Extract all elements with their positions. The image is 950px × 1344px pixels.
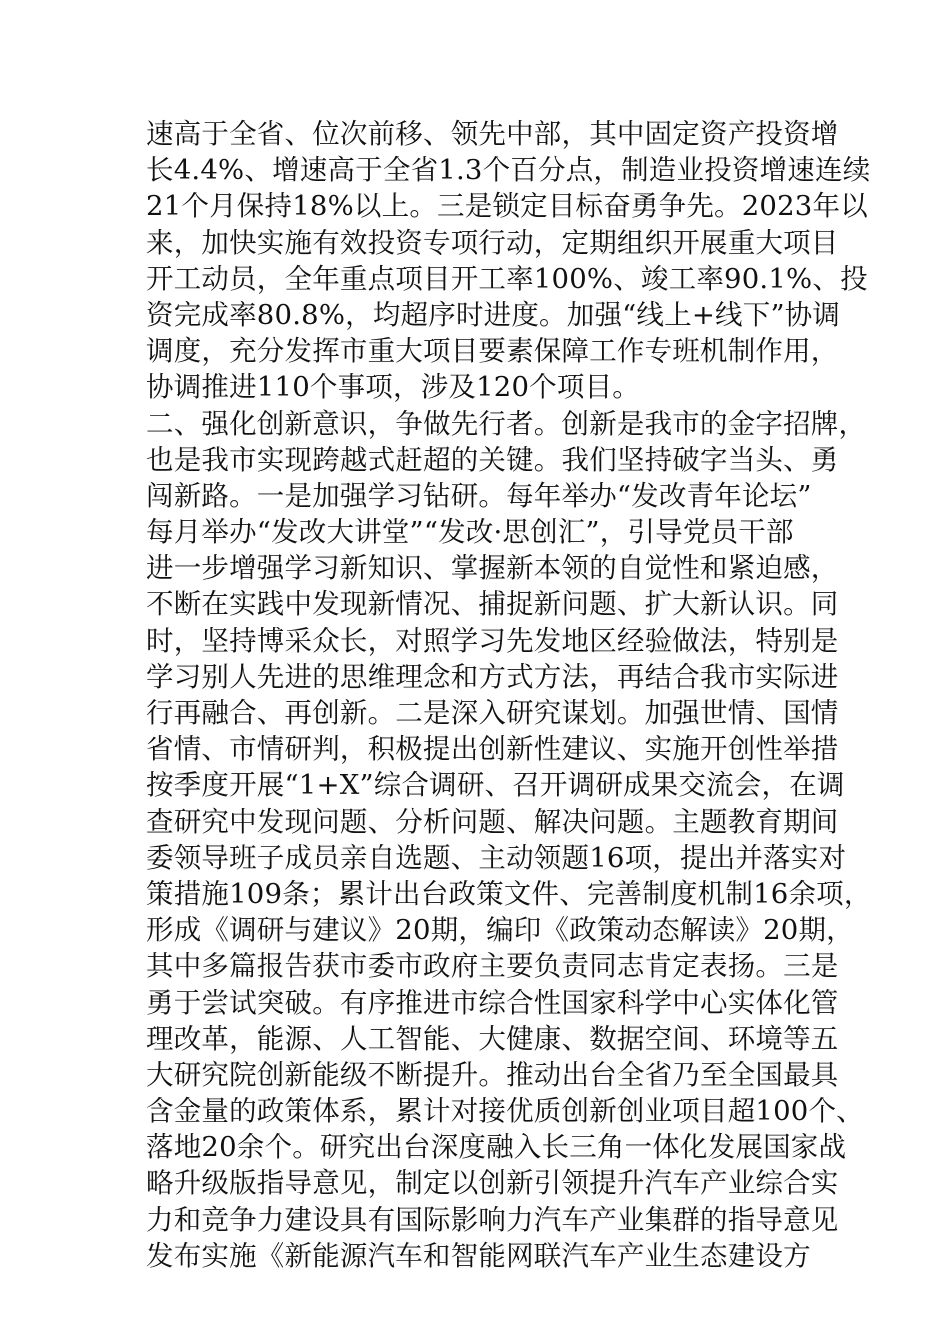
body-text — [146, 116, 872, 1274]
text-line: 落地20余个。研究出台深度融入长三角一体化发展国家战 — [146, 1131, 847, 1164]
text-line: 其中多篇报告获市委市政府主要负责同志肯定表扬。三是 — [146, 950, 839, 983]
text-line: 开工动员，全年重点项目开工率100%、竣工率90.1%、投 — [146, 262, 868, 295]
text-line: 省情、市情研判，积极提出创新性建议、实施开创性举措 — [146, 733, 839, 766]
text-line: 速高于全省、位次前移、领先中部，其中固定资产投资增 — [146, 118, 839, 150]
text-line: 协调推进110个事项，涉及120个项目。 — [146, 371, 640, 404]
text-line: 每月举办“发改大讲堂”“发改·思创汇”，引导党员干部 — [146, 516, 794, 549]
text-line: 进一步增强学习新知识、掌握新本领的自觉性和紧迫感， — [146, 552, 839, 585]
text-line: 略升级版指导意见，制定以创新引领提升汽车产业综合实 — [146, 1167, 839, 1200]
text-line: 大研究院创新能级不断提升。推动出台全省乃至全国最具 — [146, 1058, 839, 1091]
text-line: 策措施109条；累计出台政策文件、完善制度机制16余项， — [146, 877, 872, 910]
text-line: 二、强化创新意识，争做先行者。创新是我市的金字招牌， — [146, 407, 867, 440]
text-line: 来，加快实施有效投资专项行动，定期组织开展重大项目 — [146, 226, 839, 259]
text-line: 不断在实践中发现新情况、捕捉新问题、扩大新认识。同 — [146, 588, 839, 621]
text-line: 形成《调研与建议》20期，编印《政策动态解读》20期， — [146, 914, 854, 947]
text-line: 委领导班子成员亲自选题、主动领题16项，提出并落实对 — [146, 841, 847, 874]
text-line: 行再融合、再创新。二是深入研究谋划。加强世情、国情 — [146, 697, 839, 729]
text-line: 力和竞争力建设具有国际影响力汽车产业集群的指导意见 — [146, 1203, 839, 1236]
text-line: 21个月保持18%以上。三是锁定目标奋勇争先。2023年以 — [146, 190, 868, 223]
text-line: 时，坚持博采众长，对照学习先发地区经验做法，特别是 — [146, 624, 839, 657]
text-line: 也是我市实现跨越式赶超的关键。我们坚持破字当头、勇 — [146, 443, 839, 476]
text-line: 勇于尝试突破。有序推进市综合性国家科学中心实体化管 — [146, 986, 839, 1019]
text-line: 学习别人先进的思维理念和方式方法，再结合我市实际进 — [146, 660, 839, 693]
text-line: 长4.4%、增速高于全省1.3个百分点，制造业投资增速连续 — [146, 154, 871, 187]
text-line: 含金量的政策体系，累计对接优质创新创业项目超100个、 — [146, 1095, 864, 1128]
text-line: 理改革，能源、人工智能、大健康、数据空间、环境等五 — [146, 1022, 839, 1055]
text-line: 发布实施《新能源汽车和智能网联汽车产业生态建设方 — [146, 1239, 811, 1272]
text-line: 调度，充分发挥市重大项目要素保障工作专班机制作用， — [146, 335, 839, 368]
text-line: 资完成率80.8%，均超序时进度。加强“线上+线下”协调 — [146, 298, 841, 331]
text-line: 闯新路。一是加强学习钻研。每年举办“发改青年论坛” — [146, 479, 812, 512]
text-line: 按季度开展“1+X”综合调研、召开调研成果交流会，在调 — [146, 769, 845, 802]
text-line: 查研究中发现问题、分析问题、解决问题。主题教育期间 — [146, 805, 839, 838]
